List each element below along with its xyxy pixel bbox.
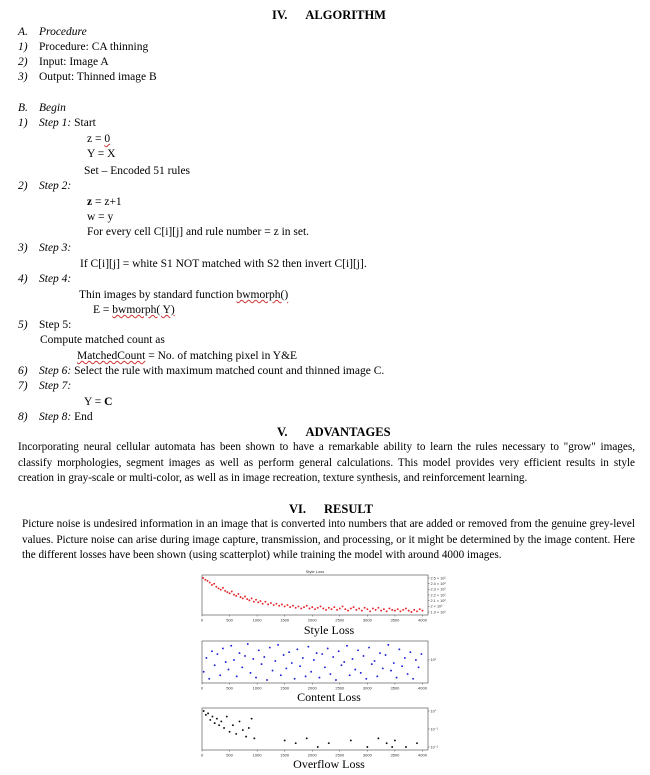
data-point xyxy=(236,675,238,677)
data-point xyxy=(209,582,211,584)
data-point xyxy=(390,670,392,672)
data-point xyxy=(396,677,398,679)
data-point xyxy=(214,664,216,666)
x-tick-label: 1500 xyxy=(280,685,290,691)
data-point xyxy=(341,664,343,666)
data-point xyxy=(244,655,246,657)
data-point xyxy=(229,592,231,594)
data-point xyxy=(248,727,250,729)
data-point xyxy=(331,608,333,610)
data-point xyxy=(222,587,224,589)
data-point xyxy=(329,673,331,675)
data-point xyxy=(418,666,420,668)
data-point xyxy=(253,601,255,603)
data-point xyxy=(253,737,255,739)
data-point xyxy=(401,665,403,667)
formula-w-eq-y: w = y xyxy=(87,211,114,223)
data-point xyxy=(320,605,322,607)
data-point xyxy=(302,657,304,659)
section-number: V. xyxy=(277,425,288,439)
overflow-loss-plot xyxy=(196,705,458,759)
y-tick-label: 10⁰ xyxy=(430,709,437,714)
list-item: 1) Procedure: CA thinning xyxy=(18,41,149,53)
x-tick-label: 2500 xyxy=(335,685,345,691)
data-point xyxy=(317,607,319,609)
data-point xyxy=(283,654,285,656)
thin-line: Thin images by standard function bwmorph() xyxy=(79,289,289,301)
data-point xyxy=(242,597,244,599)
data-point xyxy=(353,606,355,608)
data-point xyxy=(399,610,401,612)
formula-y-eq-c: Y = C xyxy=(84,396,113,408)
x-tick-label: 1500 xyxy=(280,752,290,758)
advantages-paragraph: Incorporating neural cellular automata has been shown to have a remarkable ability to learn the rules necessary to "grow" images, classify morphologies, segment images as well as perform general calculations. This model provides very efficient results in style creation in gray-scale or multi-color, as well as in image recreation, texture synthesis, and reinforcement learning. xyxy=(18,441,635,484)
section-title: ALGORITHM xyxy=(305,8,386,22)
data-point xyxy=(316,652,318,654)
data-point xyxy=(374,660,376,662)
data-point xyxy=(222,647,224,649)
formula-e-eq: E = bwmorph( Y) xyxy=(93,304,175,316)
data-point xyxy=(391,609,393,611)
data-point xyxy=(366,608,368,610)
data-point xyxy=(251,597,253,599)
data-point xyxy=(336,609,338,611)
step-7: 7) Step 7: xyxy=(18,380,72,392)
section-number: VI. xyxy=(289,502,307,516)
data-point xyxy=(298,605,300,607)
data-point xyxy=(235,595,237,597)
data-point xyxy=(295,607,297,609)
data-point xyxy=(204,579,206,581)
data-point xyxy=(233,594,235,596)
data-point xyxy=(398,648,400,650)
step-5: 5) Step 5: xyxy=(18,319,72,331)
data-point xyxy=(363,655,365,657)
x-tick-label: 3500 xyxy=(390,685,400,691)
step-4: 4) Step 4: xyxy=(18,273,72,285)
data-point xyxy=(328,742,330,744)
section-title: RESULT xyxy=(324,502,373,516)
data-point xyxy=(416,742,418,744)
data-point xyxy=(397,608,399,610)
data-point xyxy=(258,649,260,651)
x-tick-label: 2000 xyxy=(307,752,317,758)
data-point xyxy=(333,606,335,608)
formula-z-inc: z = z+1 xyxy=(87,196,122,208)
data-point xyxy=(325,609,327,611)
data-point xyxy=(310,671,312,673)
data-point xyxy=(242,729,244,731)
data-point xyxy=(281,603,283,605)
data-point xyxy=(358,608,360,610)
data-point xyxy=(405,608,407,610)
data-point xyxy=(387,644,389,646)
data-point xyxy=(415,659,417,661)
data-point xyxy=(250,672,252,674)
list-item: 2) Input: Image A xyxy=(18,56,109,68)
data-point xyxy=(412,678,414,680)
step-8: 8) Step 8: End xyxy=(18,411,93,423)
x-tick-label: 4000 xyxy=(418,685,427,691)
data-point xyxy=(413,609,415,611)
data-point xyxy=(322,608,324,610)
x-tick-label: 3000 xyxy=(362,685,372,691)
data-point xyxy=(218,724,220,726)
section-number: IV. xyxy=(272,8,288,22)
data-point xyxy=(285,667,287,669)
y-tick-label: 2 × 10² xyxy=(430,604,443,609)
data-point xyxy=(372,608,374,610)
data-point xyxy=(261,663,263,665)
data-point xyxy=(344,608,346,610)
step-3-text: If C[i][j] = white S1 NOT matched with S2 then invert C[i][j]. xyxy=(80,258,367,270)
data-point xyxy=(284,605,286,607)
data-point xyxy=(202,577,204,579)
x-tick-label: 0 xyxy=(200,617,204,623)
data-point xyxy=(376,675,378,677)
data-point xyxy=(377,607,379,609)
data-point xyxy=(339,608,341,610)
data-point xyxy=(284,739,286,741)
data-point xyxy=(296,648,298,650)
section-title: ADVANTAGES xyxy=(305,425,391,439)
data-point xyxy=(263,656,265,658)
data-point xyxy=(346,645,348,647)
data-point xyxy=(364,607,366,609)
data-point xyxy=(269,647,271,649)
data-point xyxy=(226,591,228,593)
section-heading-advantages xyxy=(277,425,391,440)
data-point xyxy=(208,678,210,680)
data-point xyxy=(365,678,367,680)
x-tick-label: 3000 xyxy=(362,617,372,623)
data-point xyxy=(350,608,352,610)
x-tick-label: 0 xyxy=(200,685,204,691)
x-tick-label: 4000 xyxy=(418,617,427,623)
data-point xyxy=(209,719,211,721)
data-point xyxy=(257,601,259,603)
y-tick-label: 10¹ xyxy=(430,658,436,663)
matched-line: MatchedCount = No. of matching pixel in Y&E xyxy=(77,350,298,362)
data-point xyxy=(416,610,418,612)
data-point xyxy=(318,677,320,679)
subsection-begin: B. Begin xyxy=(18,102,66,114)
y-tick-label: 1.9 × 10² xyxy=(430,610,446,615)
data-point xyxy=(394,610,396,612)
data-point xyxy=(262,603,264,605)
data-point xyxy=(288,651,290,653)
section-heading-result xyxy=(289,502,373,517)
data-point xyxy=(303,606,305,608)
data-point xyxy=(203,710,205,712)
formula-z0: z = 0 xyxy=(87,133,111,145)
list-item: 3) Output: Thinned image B xyxy=(18,71,157,83)
plot-title: Style Loss xyxy=(305,569,325,574)
data-point xyxy=(272,670,274,672)
data-point xyxy=(386,610,388,612)
data-point xyxy=(211,650,213,652)
data-point xyxy=(357,649,359,651)
every-cell-line: For every cell C[i][j] and rule number = z in set. xyxy=(87,226,310,238)
data-point xyxy=(366,746,368,748)
data-point xyxy=(216,718,218,720)
data-point xyxy=(369,610,371,612)
data-point xyxy=(228,669,230,671)
data-point xyxy=(207,712,209,714)
data-point xyxy=(305,675,307,677)
set-line: Set – Encoded 51 rules xyxy=(84,165,191,177)
data-point xyxy=(411,611,413,613)
data-point xyxy=(247,643,249,645)
data-point xyxy=(207,580,209,582)
data-point xyxy=(391,746,393,748)
x-tick-label: 1500 xyxy=(280,617,290,623)
data-point xyxy=(361,610,363,612)
x-tick-label: 500 xyxy=(226,617,233,623)
result-paragraph: Picture noise is undesired information in an image that is converted into numbers that are added or removed from the genuine grey-level values. Picture noise can arise during image capture, transmission, and processing, or it might be determined by the image content. Here the different losses have been shown (using scatterplot) while training the model with around 4000 images. xyxy=(22,518,635,561)
data-point xyxy=(280,674,282,676)
data-point xyxy=(354,669,356,671)
data-point xyxy=(213,583,215,585)
data-point xyxy=(231,591,233,593)
data-point xyxy=(203,671,205,673)
data-point xyxy=(295,742,297,744)
data-point xyxy=(338,650,340,652)
data-point xyxy=(350,739,352,741)
data-point xyxy=(244,596,246,598)
data-point xyxy=(347,610,349,612)
data-point xyxy=(233,659,235,661)
data-point xyxy=(270,602,272,604)
style-loss-caption: Style Loss xyxy=(303,623,355,637)
data-point xyxy=(409,651,411,653)
data-point xyxy=(274,660,276,662)
x-tick-label: 1000 xyxy=(252,617,262,623)
data-point xyxy=(278,605,280,607)
step-2: 2) Step 2: xyxy=(18,180,72,192)
data-point xyxy=(248,599,250,601)
data-point xyxy=(292,605,294,607)
data-point xyxy=(375,609,377,611)
data-point xyxy=(408,610,410,612)
data-point xyxy=(230,645,232,647)
x-tick-label: 2500 xyxy=(335,752,345,758)
data-point xyxy=(216,653,218,655)
data-point xyxy=(355,609,357,611)
data-point xyxy=(383,608,385,610)
x-tick-label: 500 xyxy=(226,685,233,691)
data-point xyxy=(404,657,406,659)
data-point xyxy=(422,610,424,612)
data-point xyxy=(327,647,329,649)
step-1: 1) Step 1: Start xyxy=(18,117,96,129)
content-loss-plot xyxy=(196,638,458,692)
data-point xyxy=(211,584,213,586)
data-point xyxy=(286,604,288,606)
data-point xyxy=(220,720,222,722)
x-tick-label: 1000 xyxy=(252,685,262,691)
data-point xyxy=(219,674,221,676)
data-point xyxy=(239,720,241,722)
y-tick-label: 10⁻² xyxy=(430,745,438,750)
data-point xyxy=(259,600,261,602)
style-loss-plot xyxy=(196,566,458,624)
y-tick-label: 2.2 × 10² xyxy=(430,593,446,598)
y-tick-label: 10⁻¹ xyxy=(430,727,438,732)
data-point xyxy=(215,586,217,588)
data-point xyxy=(393,662,395,664)
data-point xyxy=(405,746,407,748)
data-point xyxy=(306,737,308,739)
data-point xyxy=(246,598,248,600)
data-point xyxy=(289,606,291,608)
data-point xyxy=(402,609,404,611)
data-point xyxy=(314,608,316,610)
y-tick-label: 2.3 × 10² xyxy=(430,587,446,592)
data-point xyxy=(266,679,268,681)
data-point xyxy=(385,654,387,656)
data-point xyxy=(226,716,228,718)
data-point xyxy=(328,607,330,609)
data-point xyxy=(349,674,351,676)
subsection-procedure: A. Procedure xyxy=(18,26,87,38)
data-point xyxy=(324,666,326,668)
data-point xyxy=(223,727,225,729)
x-tick-label: 2500 xyxy=(335,617,345,623)
formula-y-eq-x: Y = X xyxy=(87,148,116,160)
x-tick-label: 3500 xyxy=(390,752,400,758)
data-point xyxy=(214,722,216,724)
data-point xyxy=(419,608,421,610)
data-point xyxy=(311,606,313,608)
data-point xyxy=(379,652,381,654)
data-point xyxy=(394,739,396,741)
data-point xyxy=(212,716,214,718)
data-point xyxy=(251,718,253,720)
data-point xyxy=(235,733,237,735)
data-point xyxy=(255,599,257,601)
data-point xyxy=(352,658,354,660)
data-point xyxy=(225,661,227,663)
data-point xyxy=(252,658,254,660)
data-point xyxy=(205,657,207,659)
x-tick-label: 1000 xyxy=(252,752,262,758)
data-point xyxy=(239,652,241,654)
data-point xyxy=(342,605,344,607)
data-point xyxy=(264,601,266,603)
compute-line: Compute matched count as xyxy=(40,334,165,346)
data-point xyxy=(360,672,362,674)
plot-frame xyxy=(202,708,428,750)
data-point xyxy=(218,587,220,589)
data-point xyxy=(335,679,337,681)
data-point xyxy=(371,663,373,665)
data-point xyxy=(420,653,422,655)
data-point xyxy=(255,677,257,679)
data-point xyxy=(205,714,207,716)
data-point xyxy=(368,647,370,649)
data-point xyxy=(294,678,296,680)
data-point xyxy=(299,665,301,667)
data-point xyxy=(291,662,293,664)
step-6: 6) Step 6: Select the rule with maximum matched count and thinned image C. xyxy=(18,365,385,377)
data-point xyxy=(275,603,277,605)
data-point xyxy=(306,605,308,607)
data-point xyxy=(388,608,390,610)
y-tick-label: 2.4 × 10² xyxy=(430,581,446,586)
x-tick-label: 2000 xyxy=(307,617,317,623)
content-loss-caption: Content Loss xyxy=(297,690,361,704)
data-point xyxy=(332,656,334,658)
overflow-loss-caption: Overflow Loss xyxy=(293,757,365,771)
data-point xyxy=(317,746,319,748)
step-3: 3) Step 3: xyxy=(18,242,72,254)
data-point xyxy=(321,653,323,655)
data-point xyxy=(232,724,234,726)
data-point xyxy=(245,736,247,738)
data-point xyxy=(237,593,239,595)
x-tick-label: 3500 xyxy=(390,617,400,623)
data-point xyxy=(277,644,279,646)
data-point xyxy=(224,590,226,592)
data-point xyxy=(407,673,409,675)
y-tick-label: 2.5 × 10² xyxy=(430,576,446,581)
section-heading-algorithm xyxy=(272,8,386,23)
data-point xyxy=(273,604,275,606)
data-point xyxy=(343,661,345,663)
y-tick-label: 2.1 × 10² xyxy=(430,598,446,603)
data-point xyxy=(267,603,269,605)
data-point xyxy=(240,596,242,598)
data-point xyxy=(241,666,243,668)
x-tick-label: 0 xyxy=(200,752,204,758)
data-point xyxy=(380,610,382,612)
data-point xyxy=(313,659,315,661)
data-point xyxy=(382,667,384,669)
x-tick-label: 3000 xyxy=(362,752,372,758)
data-point xyxy=(386,742,388,744)
data-point xyxy=(300,608,302,610)
x-tick-label: 500 xyxy=(226,752,233,758)
data-point xyxy=(307,646,309,648)
data-point xyxy=(229,731,231,733)
x-tick-label: 2000 xyxy=(307,685,317,691)
data-point xyxy=(220,589,222,591)
x-tick-label: 4000 xyxy=(418,752,427,758)
data-point xyxy=(309,608,311,610)
data-point xyxy=(377,737,379,739)
